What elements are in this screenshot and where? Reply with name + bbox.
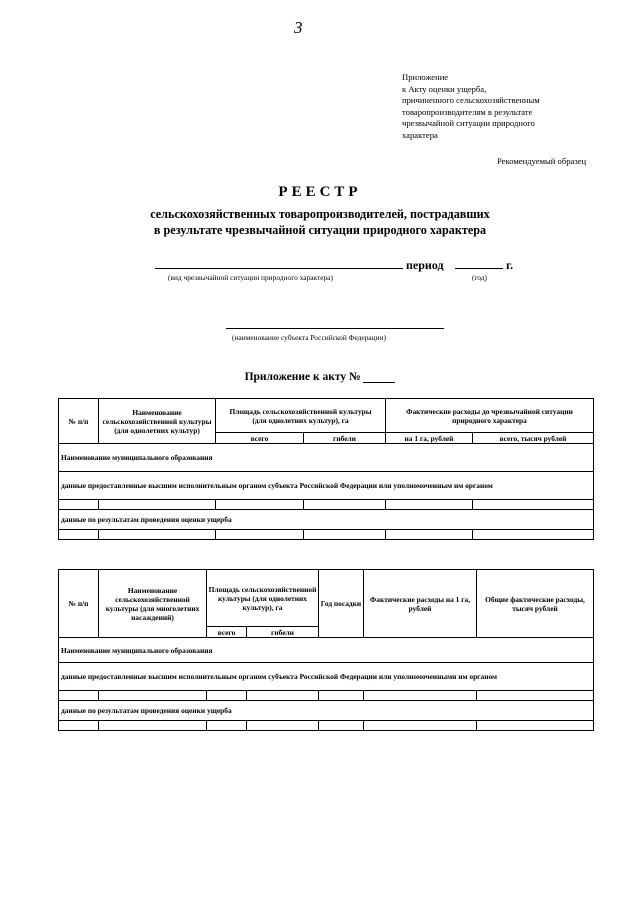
table-cell[interactable]	[99, 691, 207, 701]
emergency-type-caption: (вид чрезвычайной ситуации природного характера)	[168, 273, 333, 282]
table-cell[interactable]	[386, 530, 473, 540]
act-number-label	[0, 371, 640, 383]
table-cell[interactable]	[319, 691, 364, 701]
subject-caption: (наименование субъекта Российской Федерации)	[232, 333, 387, 342]
act-label-text: Приложение к акту №	[244, 371, 361, 383]
appendix-note	[402, 72, 622, 142]
col-header-num: № п/п	[59, 399, 99, 444]
table-cell[interactable]	[207, 721, 247, 731]
appendix-line: к Акту оценки ущерба,	[402, 83, 487, 94]
table-cell[interactable]	[99, 500, 216, 510]
period-label: период	[406, 258, 444, 272]
col-header-culture-sub: (для однолетних культур)	[114, 425, 200, 435]
table-cell[interactable]	[59, 530, 99, 540]
table-cell[interactable]	[216, 530, 304, 540]
table-cell[interactable]	[247, 721, 319, 731]
col-header-num: № п/п	[59, 570, 99, 638]
col-header-expenses-total: Общие фактические расходы, тысяч рублей	[477, 570, 594, 638]
subject-field[interactable]	[226, 328, 444, 329]
col-header-area-text: Площадь сельскохозяйственной культуры	[229, 406, 372, 416]
col-header-area	[216, 399, 386, 433]
table-cell[interactable]	[477, 691, 594, 701]
col-header-expenses: Фактические расходы до чрезвычайной ситуации природного характера	[386, 399, 594, 433]
col-header-area-dead: гибели	[247, 627, 319, 638]
registry-table-annual	[58, 398, 594, 540]
table-cell[interactable]	[473, 530, 594, 540]
col-header-expenses-per-ha: Фактические расходы на 1 га, рублей	[364, 570, 477, 638]
row-municipality: Наименование муниципального образования	[59, 444, 594, 472]
table-cell[interactable]	[99, 530, 216, 540]
col-header-culture: Наименование сельскохозяйственной культуры (для многолетних насаждений)	[99, 570, 207, 638]
col-header-area-total: всего	[216, 433, 304, 444]
appendix-line: характера	[402, 129, 438, 140]
col-header-culture-text: Наименование сельскохозяйственной культуры	[102, 407, 212, 426]
col-header-area-sub: (для однолетних культур), га	[252, 415, 349, 425]
registry-table-perennial	[58, 569, 594, 731]
appendix-line: чрезвычайной ситуации природного	[402, 118, 535, 129]
table-cell[interactable]	[473, 500, 594, 510]
table-cell[interactable]	[247, 691, 319, 701]
table-cell[interactable]	[59, 500, 99, 510]
subtitle-line: сельскохозяйственных товаропроизводителей, пострадавших	[150, 207, 490, 221]
row-data-authority: данные предоставленные высшим исполнительным органом субъекта Российской Федерации или уполномоченным им органом	[59, 472, 594, 500]
table-cell[interactable]	[364, 721, 477, 731]
table-cell[interactable]	[59, 691, 99, 701]
row-data-assessment: данные по результатам проведения оценки ущерба	[59, 510, 594, 530]
year-field[interactable]	[455, 268, 503, 269]
col-header-year: Год посадки	[319, 570, 364, 638]
table-cell[interactable]	[207, 691, 247, 701]
document-subtitle	[0, 206, 640, 238]
emergency-type-field[interactable]	[155, 268, 403, 269]
table-cell[interactable]	[304, 530, 386, 540]
year-caption: (год)	[472, 273, 488, 282]
appendix-line: Приложение	[402, 72, 449, 82]
table-cell[interactable]	[386, 500, 473, 510]
page-number: 3	[294, 18, 303, 37]
col-header-culture	[99, 399, 216, 444]
table-cell[interactable]	[364, 691, 477, 701]
table-cell[interactable]	[216, 500, 304, 510]
col-header-expenses-total: всего, тысяч рублей	[473, 433, 594, 444]
table-cell[interactable]	[319, 721, 364, 731]
col-header-area: Площадь сельскохозяйственной культуры (для однолетних культур), га	[207, 570, 319, 627]
appendix-line: товаропроизводителям в результате	[402, 106, 533, 117]
table-cell[interactable]	[99, 721, 207, 731]
table-cell[interactable]	[59, 721, 99, 731]
row-data-assessment: данные по результатам проведения оценки ущерба	[59, 701, 594, 721]
col-header-area-dead: гибели	[304, 433, 386, 444]
col-header-expenses-per-ha: на 1 га, рублей	[386, 433, 473, 444]
act-number-field[interactable]	[363, 372, 395, 383]
row-municipality: Наименование муниципального образования	[59, 638, 594, 663]
year-suffix: г.	[506, 258, 514, 272]
table-cell[interactable]	[304, 500, 386, 510]
col-header-area-total: всего	[207, 627, 247, 638]
table-cell[interactable]	[477, 721, 594, 731]
appendix-line: причиненного сельскохозяйственным	[402, 95, 540, 106]
recommended-sample: Рекомендуемый образец	[497, 156, 587, 166]
subtitle-line: в результате чрезвычайной ситуации природного характера	[153, 223, 487, 237]
row-data-authority: данные предоставленные высшим исполнительным органом субъекта Российской Федерации или уполномоченными им органом	[59, 663, 594, 691]
document-title: РЕЕСТР	[278, 184, 362, 200]
